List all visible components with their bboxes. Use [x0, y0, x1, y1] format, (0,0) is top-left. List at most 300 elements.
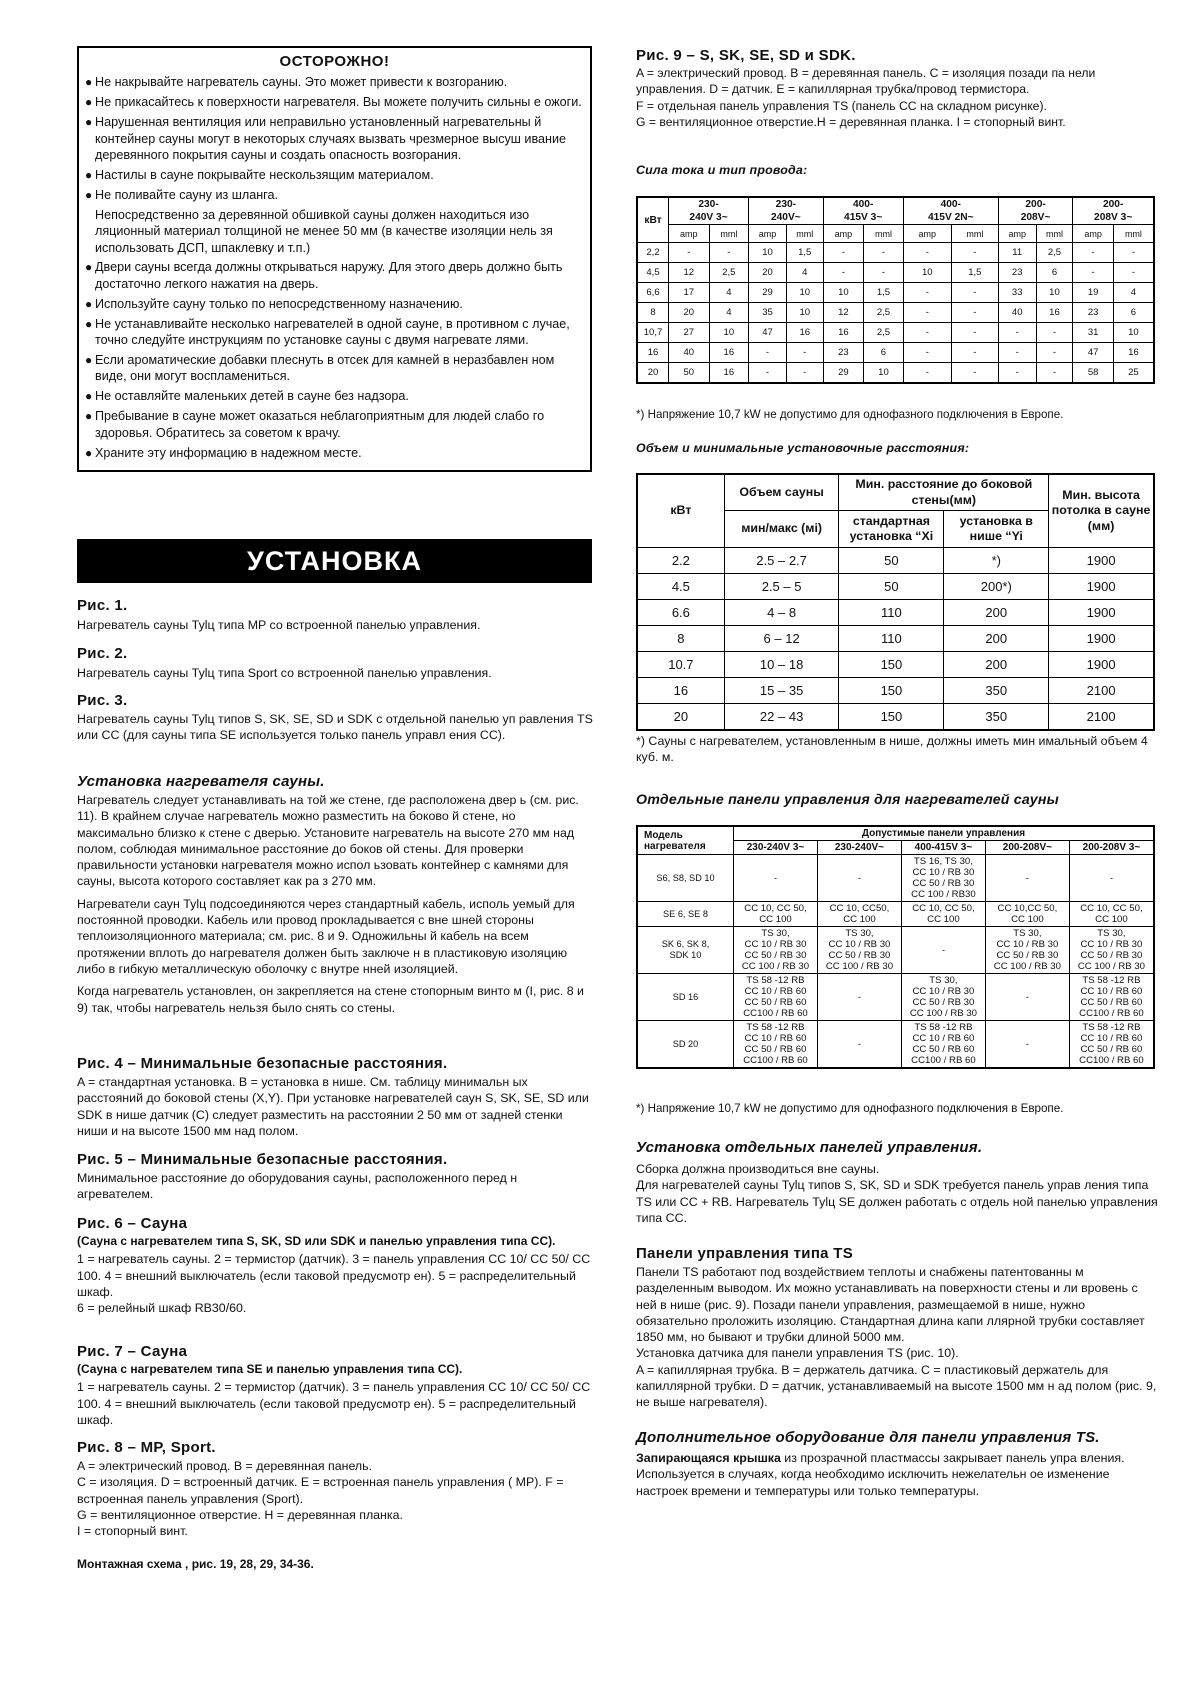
warning-box — [77, 46, 592, 472]
section-banner: УСТАНОВКА — [77, 539, 592, 583]
table-cell: - — [998, 363, 1036, 384]
warning-item — [85, 445, 584, 461]
table-cell: 23 — [1073, 303, 1114, 323]
table-cell: - — [985, 1021, 1069, 1069]
ts-p1: Панели TS работают под воздействием теплоты и снабжены патентованны м разделенным выводом. Их можно устанавливать на поверхности стены и ли вровень с ней в нише (рис. 9). Позади панели управления, размещаемой в нише, нужно обязательно проложить изоляцию. Стандартная длина капи ллярной трубки составляет 1850 мм, но бывают и трубки длиной 5000 мм. — [636, 1265, 1145, 1345]
table-cell: 10,7 — [637, 323, 669, 343]
fig8-title: Рис. 8 – MP, Sport. — [77, 1439, 216, 1456]
kw-header: кВт — [637, 197, 669, 243]
table-cell: - — [1036, 323, 1073, 343]
unit-subheader: amp — [823, 225, 864, 243]
table-cell: - — [823, 263, 864, 283]
fig7-title: Рис. 7 – Сауна — [77, 1343, 188, 1360]
bullet-icon: ● — [85, 296, 93, 311]
table-cell: 16 — [786, 323, 823, 343]
fig6-title: Рис. 6 – Сауна — [77, 1215, 188, 1232]
ts-p3: A = капиллярная трубка. B = держатель датчика. C = пластиковый держатель для капиллярной трубки. D = датчик, устанавливаемый на высоте 1500 мм н ад полом (рис. 9, не выше нагревателя). — [636, 1362, 1157, 1410]
sep-install-title: Установка отдельных панелей управления. — [636, 1139, 983, 1156]
panels-title: Отдельные панели управления для нагревателей сауны — [636, 792, 1059, 808]
table-row — [637, 243, 1154, 263]
fig9-l3: G = вентиляционное отверстие.H = деревянная планка. I = стопорный винт. — [636, 114, 1066, 129]
vol-volume-header: Объем сауны — [724, 474, 839, 511]
fig8-section — [77, 1438, 595, 1539]
table-cell: - — [669, 243, 710, 263]
fig3-section — [77, 691, 595, 744]
fig4-text: A = стандартная установка. B = установка в нише. См. таблицу минимальн ых расстояний до боковой стены (X,Y). При установке нагревателей саун S, SK, SE, SD или SDK в нише датчик (C) следует разместить на расстоянии 2 50 мм от задней стенки ниши и на высоте 1500 мм над полом. — [77, 1075, 589, 1138]
table-row — [637, 974, 1154, 1021]
table-cell: 2.2 — [637, 548, 724, 574]
table-cell: 1900 — [1049, 652, 1154, 678]
table-cell: 2.5 – 5 — [724, 574, 839, 600]
ts-section — [636, 1244, 1158, 1411]
panels-voltage-header: 400-415V 3~ — [901, 841, 985, 855]
warning-item-text: Не накрывайте нагреватель сауны. Это может привести к возгоранию. — [95, 75, 508, 90]
table-cell: 16 — [1113, 343, 1154, 363]
voltage-group-header: 400- 415V 3~ — [823, 197, 903, 225]
table-cell: 16 — [1036, 303, 1073, 323]
bullet-icon: ● — [85, 260, 93, 275]
table-cell: 10.7 — [637, 652, 724, 678]
unit-subheader: mml — [864, 225, 904, 243]
extra-section — [636, 1428, 1158, 1499]
table-cell: 40 — [998, 303, 1036, 323]
table-row — [637, 902, 1154, 927]
table-cell: 8 — [637, 626, 724, 652]
fig7-subtitle: (Сауна с нагревателем типа SE и панелью управления типа CC). — [77, 1362, 463, 1376]
warning-item — [85, 388, 584, 404]
table-cell: CC 10, CC 50, CC 100 — [901, 902, 985, 927]
table-cell: 12 — [823, 303, 864, 323]
current-table-note: *) Напряжение 10,7 kW не допустимо для однофазного подключения в Европе. — [636, 408, 1064, 421]
table-cell: - — [1036, 343, 1073, 363]
table-cell: 6.6 — [637, 600, 724, 626]
table-cell: - — [817, 855, 901, 902]
bullet-icon: ● — [85, 409, 93, 424]
table-cell: 23 — [998, 263, 1036, 283]
bullet-icon: ● — [85, 115, 93, 130]
table-cell: 6 — [1036, 263, 1073, 283]
table-cell: TS 30, CC 10 / RB 30 CC 50 / RB 30 CC 100 / RB 30 — [985, 927, 1069, 974]
table-cell: - — [786, 343, 823, 363]
table-cell: 10 — [1036, 283, 1073, 303]
fig8-l1: A = электрический провод. B = деревянная панель. — [77, 1459, 373, 1473]
table-cell: 1,5 — [951, 263, 998, 283]
warning-item — [85, 352, 584, 385]
warning-item-text: Двери сауны всегда должны открываться наружу. Для этого дверь должно быть достаточно легкого нажатия на дверь. — [95, 260, 563, 291]
install-section — [77, 772, 595, 1016]
warning-item — [85, 316, 584, 349]
fig1-text: Нагреватель сауны Tylц типа MP со встроенной панелью управления. — [77, 618, 481, 632]
table-cell: - — [1113, 243, 1154, 263]
fig6-section — [77, 1214, 595, 1316]
warning-item-text: Нарушенная вентиляция или неправильно установленный нагревательны й контейнер сауны могут в некоторых случаях вызвать чрезмерное высуш ивание деревянного покрытия сауны и создать опасность возгорания. — [95, 115, 566, 163]
table-cell: TS 58 -12 RB CC 10 / RB 60 CC 50 / RB 60 CC100 / RB 60 — [1069, 1021, 1154, 1069]
table-cell: 25 — [1113, 363, 1154, 384]
ts-p2: Установка датчика для панели управления TS (рис. 10). — [636, 1346, 959, 1361]
table-cell: 200 — [944, 600, 1049, 626]
bullet-icon: ● — [85, 95, 93, 110]
table-cell: - — [1036, 363, 1073, 384]
table-row — [637, 600, 1154, 626]
table-cell: 19 — [1073, 283, 1114, 303]
warning-item — [85, 74, 584, 90]
voltage-group-header: 230- 240V~ — [749, 197, 824, 225]
table-cell: TS 30, CC 10 / RB 30 CC 50 / RB 30 CC 100 / RB 30 — [817, 927, 901, 974]
fig6-text2: 6 = релейный шкаф RB30/60. — [77, 1301, 247, 1316]
table-cell: TS 58 -12 RB CC 10 / RB 60 CC 50 / RB 60 CC100 / RB 60 — [734, 1021, 818, 1069]
current-title: Сила тока и тип провода: — [636, 163, 808, 177]
fig8-l4: I = стопорный винт. — [77, 1524, 188, 1539]
table-cell: 12 — [669, 263, 710, 283]
table-row — [637, 343, 1154, 363]
install-p3: Когда нагреватель установлен, он закрепляется на стене стопорным винто м (I, рис. 8 и 9) так, чтобы нагреватель нельзя было снять со стены. — [77, 984, 584, 1015]
table-cell: 20 — [669, 303, 710, 323]
extra-bold: Запирающаяся крышка — [636, 1451, 781, 1465]
table-cell: 150 — [839, 652, 944, 678]
table-cell: 4 — [786, 263, 823, 283]
warning-item-text: Если ароматические добавки плеснуть в отсек для камней в неразбавлен ном виде, они могут воспламениться. — [95, 353, 555, 384]
table-cell: 150 — [839, 704, 944, 731]
unit-subheader: mml — [1036, 225, 1073, 243]
table-cell: - — [786, 363, 823, 384]
install-p2: Нагреватели саун Tylц подсоединяются через стандартный кабель, исполь уемый для постоянной проводки. Кабель или провод прокладывается с вне шней стороны теплоизоляционного материала; см. рис. 8 и 9. Одножильны й кабель на всем протяжении вплоть до нагревателя должен быть заключе н в пластиковую изоляцию либо в гибкую металлическую оболочку с внутре нней изоляцией. — [77, 896, 575, 976]
table-cell: 10 — [903, 263, 951, 283]
fig9-l1: A = электрический провод. B = деревянная панель. C = изоляция позади па нели управления. D = датчик. E = капиллярная трубка/провод термистора. — [636, 66, 1096, 97]
table-cell: 1,5 — [786, 243, 823, 263]
table-cell: - — [903, 243, 951, 263]
table-cell: - — [985, 855, 1069, 902]
table-cell: CC 10, CC 50, CC 100 — [1069, 902, 1154, 927]
table-cell: 29 — [823, 363, 864, 384]
table-cell: 2.5 – 2.7 — [724, 548, 839, 574]
table-cell: - — [998, 343, 1036, 363]
bullet-icon: ● — [85, 389, 93, 404]
table-cell: TS 16, TS 30, CC 10 / RB 30 CC 50 / RB 30 CC 100 / RB30 — [901, 855, 985, 902]
table-cell: - — [864, 263, 904, 283]
table-cell: 15 – 35 — [724, 678, 839, 704]
table-cell: 1900 — [1049, 574, 1154, 600]
table-cell: TS 58 -12 RB CC 10 / RB 60 CC 50 / RB 60 CC100 / RB 60 — [901, 1021, 985, 1069]
table-row — [637, 652, 1154, 678]
unit-subheader: amp — [749, 225, 787, 243]
table-cell: - — [951, 303, 998, 323]
warning-title: ОСТОРОЖНО! — [279, 53, 390, 70]
table-cell: 2,5 — [864, 303, 904, 323]
table-cell: - — [951, 283, 998, 303]
table-cell: 47 — [749, 323, 787, 343]
table-cell: 50 — [839, 574, 944, 600]
table-cell: 50 — [839, 548, 944, 574]
table-cell: TS 30, CC 10 / RB 30 CC 50 / RB 30 CC 100 / RB 30 — [1069, 927, 1154, 974]
table-cell: 6,6 — [637, 283, 669, 303]
table-cell: - — [817, 1021, 901, 1069]
table-cell: CC 10, CC50, CC 100 — [817, 902, 901, 927]
table-cell: 110 — [839, 600, 944, 626]
volume-title: Объем и минимальные установочные расстояния: — [636, 441, 970, 455]
panels-voltage-header: 230-240V~ — [817, 841, 901, 855]
fig1-title: Рис. 1. — [77, 597, 128, 614]
table-cell: 35 — [749, 303, 787, 323]
table-cell: SD 16 — [637, 974, 734, 1021]
table-cell: 58 — [1073, 363, 1114, 384]
table-row — [637, 303, 1154, 323]
warning-item — [85, 259, 584, 292]
fig5-text: Минимальное расстояние до оборудования сауны, расположенного перед н агревателем. — [77, 1171, 518, 1202]
table-cell: 1900 — [1049, 626, 1154, 652]
table-cell: - — [951, 363, 998, 384]
current-table-subheader — [637, 225, 1154, 243]
warning-item — [85, 296, 584, 312]
sep-install-l1: Сборка должна производиться вне сауны. — [636, 1162, 880, 1176]
table-cell: 6 — [864, 343, 904, 363]
table-cell: 10 — [864, 363, 904, 384]
table-cell: - — [901, 927, 985, 974]
table-cell: 10 — [749, 243, 787, 263]
table-cell: 16 — [823, 323, 864, 343]
bullet-icon: ● — [85, 353, 93, 367]
table-cell: 2,5 — [864, 323, 904, 343]
fig6-text: 1 = нагреватель сауны. 2 = термистор (датчик). 3 = панель управления CC 10/ CC 50/ CC 100. 4 = внешний выключатель (если таковой предусмотр ен). 5 = распределительный шкаф. — [77, 1252, 591, 1299]
table-cell: 110 — [839, 626, 944, 652]
fig9-title: Рис. 9 – S, SK, SE, SD и SDK. — [636, 47, 856, 64]
unit-subheader: mml — [709, 225, 749, 243]
fig4-section — [77, 1054, 595, 1139]
table-cell: 33 — [998, 283, 1036, 303]
warning-list — [85, 74, 584, 461]
bullet-icon: ● — [85, 187, 93, 202]
panels-allowed-header: Допустимые панели управления — [734, 826, 1155, 841]
table-cell: 10 — [823, 283, 864, 303]
table-cell: TS 30, CC 10 / RB 30 CC 50 / RB 30 CC 100 / RB 30 — [901, 974, 985, 1021]
fig1-section — [77, 596, 595, 633]
vol-kw-header: кВт — [637, 474, 724, 548]
table-cell: 4 – 8 — [724, 600, 839, 626]
table-row — [637, 283, 1154, 303]
table-cell: S6, S8, SD 10 — [637, 855, 734, 902]
fig5-section — [77, 1150, 595, 1203]
panels-voltage-header: 200-208V~ — [985, 841, 1069, 855]
table-row — [637, 704, 1154, 731]
table-cell: - — [951, 343, 998, 363]
table-cell: 22 – 43 — [724, 704, 839, 731]
table-cell: - — [903, 303, 951, 323]
fig9-section — [636, 46, 1158, 130]
table-cell: CC 10, CC 50, CC 100 — [734, 902, 818, 927]
table-cell: - — [1073, 263, 1114, 283]
table-cell: 200*) — [944, 574, 1049, 600]
table-cell: 4 — [709, 303, 749, 323]
table-cell: - — [817, 974, 901, 1021]
table-cell: 16 — [637, 678, 724, 704]
table-cell: 2,5 — [1036, 243, 1073, 263]
table-cell: - — [903, 323, 951, 343]
bullet-icon: ● — [85, 445, 93, 460]
table-cell: - — [1113, 263, 1154, 283]
table-cell: - — [734, 855, 818, 902]
bullet-icon: ● — [85, 316, 93, 331]
warning-item-text: Не устанавливайте несколько нагревателей в одной сауне, в противном с лучае, точно следуйте инструкциям по установке сауны с двумя нагревате лями. — [95, 316, 570, 348]
table-cell: CC 10,CC 50, CC 100 — [985, 902, 1069, 927]
table-cell: 47 — [1073, 343, 1114, 363]
install-title: Установка нагревателя сауны. — [77, 773, 325, 790]
fig7-text: 1 = нагреватель сауны. 2 = термистор (датчик). 3 = панель управления CC 10/ CC 50/ CC 100. 4 = внешний выключатель (если таковой предусмотр ен). 5 = распределительный шкаф. — [77, 1380, 591, 1427]
table-row — [637, 363, 1154, 384]
table-cell: 200 — [944, 626, 1049, 652]
panels-voltage-header: 230-240V 3~ — [734, 841, 818, 855]
table-cell: TS 58 -12 RB CC 10 / RB 60 CC 50 / RB 60 CC100 / RB 60 — [734, 974, 818, 1021]
table-cell: - — [823, 243, 864, 263]
fig6-subtitle: (Сауна с нагревателем типа S, SK, SD или SDK и панелью управления типа CC). — [77, 1234, 556, 1248]
table-cell: 20 — [637, 363, 669, 384]
vol-std-header: стандартная установка “Xi — [839, 511, 944, 548]
warning-item-text: Не прикасайтесь к поверхности нагревателя. Вы можете получить сильны е ожоги. — [95, 95, 582, 110]
extra-body: из прозрачной пластмассы закрывает панель упра вления. Используется в случаях, когда необходимо исключить нежелательн ое изменение настроек времени и температуры или только температуры. — [636, 1451, 1125, 1498]
table-cell: 6 – 12 — [724, 626, 839, 652]
bullet-icon: ● — [85, 75, 93, 90]
table-cell: 50 — [669, 363, 710, 384]
table-cell: 150 — [839, 678, 944, 704]
table-cell: 16 — [709, 363, 749, 384]
table-cell: *) — [944, 548, 1049, 574]
table-row — [637, 548, 1154, 574]
table-cell: 16 — [637, 343, 669, 363]
table-cell: - — [709, 243, 749, 263]
bullet-icon: ● — [85, 167, 93, 182]
unit-subheader: amp — [669, 225, 710, 243]
fig8-l2: C = изоляция. D = встроенный датчик. E = встроенная панель управления ( MP). F = встроенная панель управления (Sport). — [77, 1475, 564, 1506]
table-cell: 40 — [669, 343, 710, 363]
sep-install-l2: Для нагревателей сауны Tylц типов S, SK, SD и SDK требуется панель управ ления типа TS или CC + RB. Нагреватель Tylц SE должен работать с отдель ной панелью управления типа CC. — [636, 1178, 1158, 1225]
extra-text — [636, 1450, 1158, 1499]
table-cell: 29 — [749, 283, 787, 303]
warning-item — [85, 408, 584, 441]
table-row — [637, 1021, 1154, 1069]
table-cell: - — [1073, 243, 1114, 263]
table-cell: 10 — [786, 303, 823, 323]
table-row — [637, 855, 1154, 902]
warning-item-text: Пребывание в сауне может оказаться неблагоприятным для людей слабо го здоровья. Обратитесь за советом к врачу. — [95, 409, 545, 440]
table-cell: - — [951, 243, 998, 263]
current-table — [636, 196, 1155, 384]
warning-item-text: Используйте сауну только по непосредственному назначению. — [95, 296, 463, 311]
fig7-section — [77, 1342, 595, 1428]
fig3-text: Нагреватель сауны Tylц типов S, SK, SE, SD и SDK с отдельной панелью уп равления TS или CC (для сауны типа SE используется только панель управл ения CC). — [77, 712, 593, 743]
panels-model-header: Модель нагревателя — [637, 826, 734, 855]
table-cell: - — [903, 283, 951, 303]
table-cell: 2100 — [1049, 678, 1154, 704]
fig5-title: Рис. 5 – Минимальные безопасные расстояния. — [77, 1151, 448, 1168]
table-cell: 10 — [709, 323, 749, 343]
table-row — [637, 263, 1154, 283]
table-cell: - — [951, 323, 998, 343]
table-row — [637, 626, 1154, 652]
fig9-l2: F = отдельная панель управления TS (панель CC на складном рисунке). — [636, 98, 1047, 113]
table-cell: - — [864, 243, 904, 263]
table-cell: 2,5 — [709, 263, 749, 283]
vol-side-header: Мин. расстояние до боковой стены(мм) — [839, 474, 1049, 511]
unit-subheader: amp — [998, 225, 1036, 243]
voltage-group-header: 230- 240V 3~ — [669, 197, 749, 225]
panels-voltage-header: 200-208V 3~ — [1069, 841, 1154, 855]
table-cell: 20 — [637, 704, 724, 731]
warning-item — [85, 187, 584, 203]
table-cell: SE 6, SE 8 — [637, 902, 734, 927]
warning-item-text: Не оставляйте маленьких детей в сауне без надзора. — [95, 389, 409, 404]
table-cell: SK 6, SK 8, SDK 10 — [637, 927, 734, 974]
sep-install-section — [636, 1138, 1158, 1226]
table-cell: 8 — [637, 303, 669, 323]
table-cell: 27 — [669, 323, 710, 343]
panels-table-note: *) Напряжение 10,7 kW не допустимо для однофазного подключения в Европе. — [636, 1102, 1064, 1115]
table-cell: TS 58 -12 RB CC 10 / RB 60 CC 50 / RB 60 CC100 / RB 60 — [1069, 974, 1154, 1021]
fig2-section — [77, 644, 595, 681]
mount-diagram-ref: Монтажная схема , рис. 19, 28, 29, 34-36. — [77, 1557, 314, 1571]
table-cell: 1900 — [1049, 548, 1154, 574]
table-row — [637, 678, 1154, 704]
table-cell: 10 — [1113, 323, 1154, 343]
table-row — [637, 574, 1154, 600]
table-cell: 2,2 — [637, 243, 669, 263]
warning-item — [85, 114, 584, 163]
table-cell: 20 — [749, 263, 787, 283]
table-cell: 11 — [998, 243, 1036, 263]
warning-item — [85, 94, 584, 110]
table-cell: 350 — [944, 678, 1049, 704]
vol-height-header: Мин. высота потолка в сауне (мм) — [1049, 474, 1154, 548]
table-cell: 4 — [1113, 283, 1154, 303]
volume-note: *) Сауны с нагревателем, установленным в нише, должны иметь мин имальный объем 4 куб. м. — [636, 734, 1148, 765]
extra-title: Дополнительное оборудование для панели управления TS. — [636, 1429, 1100, 1446]
table-row — [637, 927, 1154, 974]
ts-title: Панели управления типа TS — [636, 1245, 854, 1262]
warning-item — [85, 167, 584, 183]
voltage-group-header: 200- 208V~ — [998, 197, 1073, 225]
unit-subheader: amp — [903, 225, 951, 243]
table-cell: SD 20 — [637, 1021, 734, 1069]
volume-table — [636, 473, 1155, 731]
unit-subheader: mml — [1113, 225, 1154, 243]
panels-table — [636, 825, 1155, 1069]
table-cell: 350 — [944, 704, 1049, 731]
table-cell: 10 — [786, 283, 823, 303]
fig8-l3: G = вентиляционное отверстие. H = деревянная планка. — [77, 1507, 403, 1522]
vol-niche-header: установка в нише “Yi — [944, 511, 1049, 548]
warning-item-text: Храните эту информацию в надежном месте. — [95, 445, 362, 460]
table-cell: - — [903, 343, 951, 363]
vol-volume-sub: мин/макс (мі) — [724, 511, 839, 548]
unit-subheader: mml — [951, 225, 998, 243]
warning-item: Непосредственно за деревянной обшивкой сауны должен находиться изо ляционный материал толщиной не менее 50 мм (в качестве изоляции нель зя использовать ДСП, шпаклевку и т.п.) — [95, 207, 553, 255]
table-cell: - — [749, 343, 787, 363]
table-cell: - — [985, 974, 1069, 1021]
table-cell: 23 — [823, 343, 864, 363]
table-cell: 4,5 — [637, 263, 669, 283]
fig2-title: Рис. 2. — [77, 645, 128, 662]
table-cell: 1,5 — [864, 283, 904, 303]
table-cell: 1900 — [1049, 600, 1154, 626]
table-cell: - — [903, 363, 951, 384]
fig4-title: Рис. 4 – Минимальные безопасные расстояния. — [77, 1055, 448, 1072]
unit-subheader: mml — [786, 225, 823, 243]
warning-item-text: Настилы в сауне покрывайте нескользящим материалом. — [95, 167, 434, 182]
voltage-group-header: 400- 415V 2N~ — [903, 197, 998, 225]
table-cell: 31 — [1073, 323, 1114, 343]
table-cell: - — [1069, 855, 1154, 902]
current-table-header — [637, 197, 1154, 225]
table-cell: 6 — [1113, 303, 1154, 323]
table-cell: TS 30, CC 10 / RB 30 CC 50 / RB 30 CC 100 / RB 30 — [734, 927, 818, 974]
table-cell: 16 — [709, 343, 749, 363]
